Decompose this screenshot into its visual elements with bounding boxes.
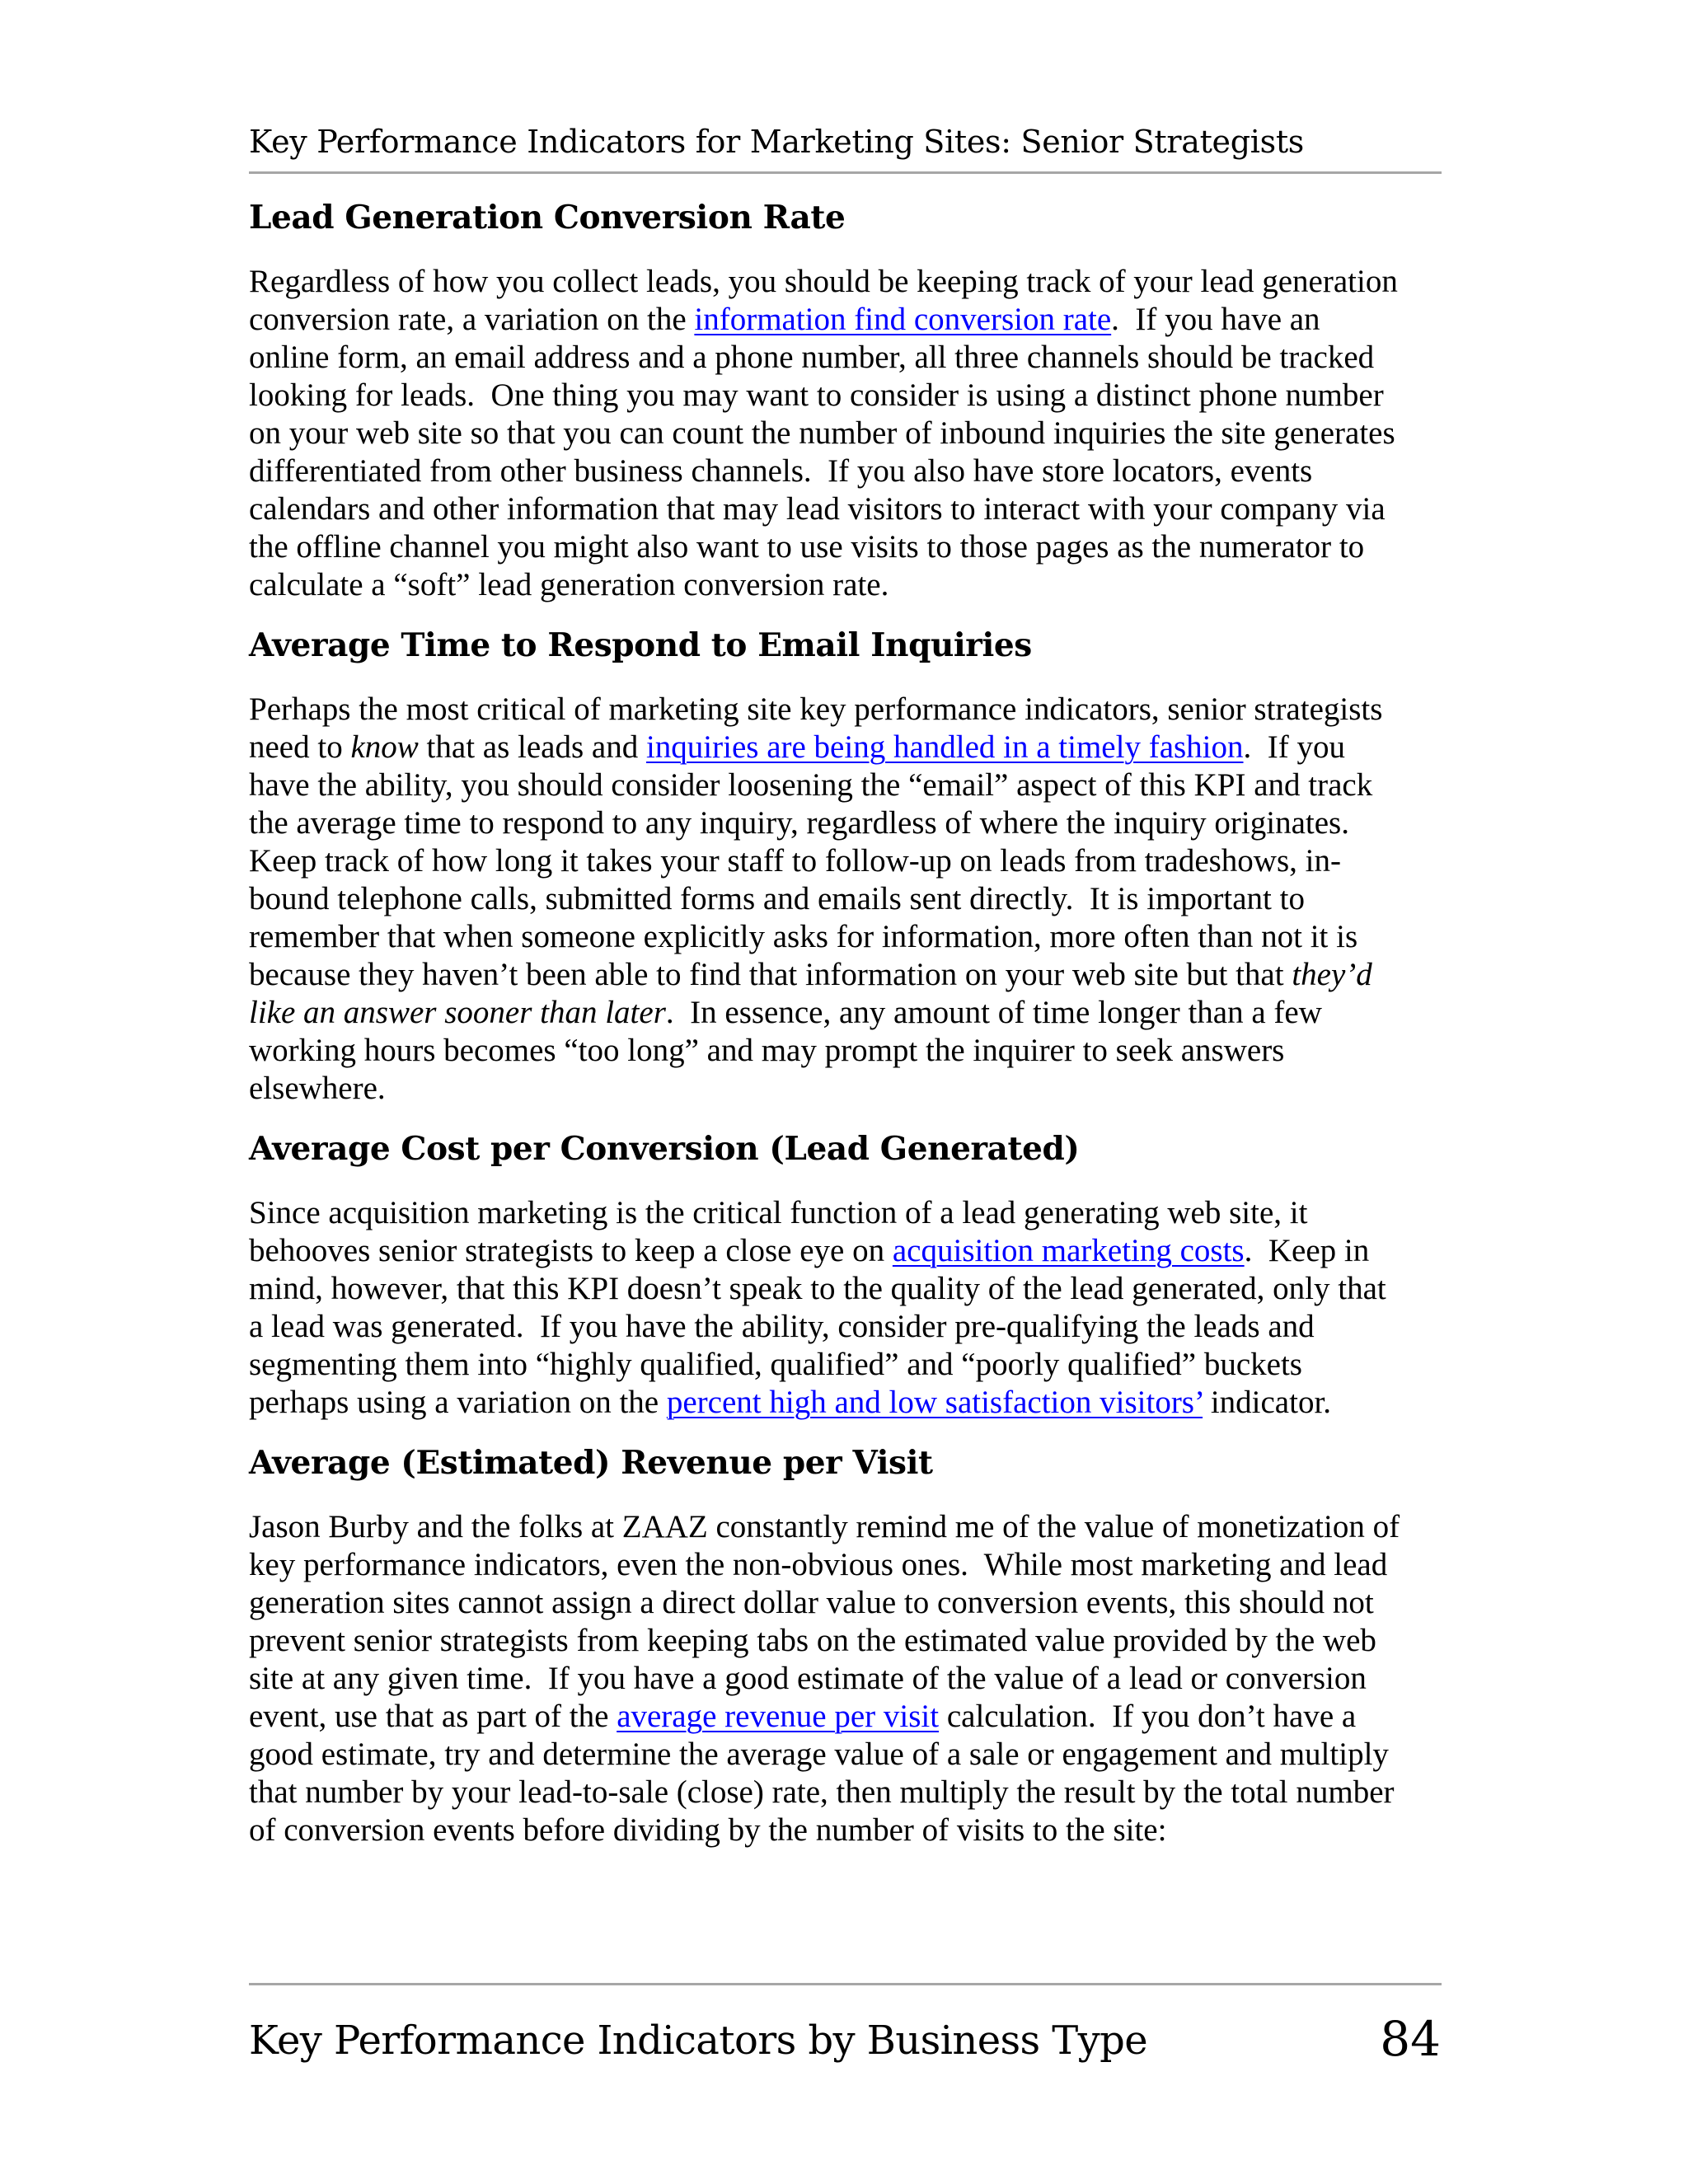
text-run: looking for leads. One thing you may want to consider is using a distinct phone number [249,377,1384,413]
text-run: behooves senior strategists to keep a close eye on [249,1233,893,1268]
emphasis-text: they’d [1292,957,1372,992]
inline-link[interactable]: percent high and low satisfaction visitors’ [666,1385,1203,1420]
text-run: calculation. If you don’t have a [939,1699,1357,1734]
section-average-cost-per-conversion [249,1126,1444,1422]
text-run: Since acquisition marketing is the critical function of a lead generating web site, it [249,1195,1308,1230]
text-run: good estimate, try and determine the average value of a sale or engagement and multiply [249,1736,1389,1772]
inline-link[interactable]: acquisition marketing costs [892,1233,1245,1268]
inline-link[interactable]: information find conversion rate [694,302,1112,337]
text-run: site at any given time. If you have a good estimate of the value of a lead or conversion [249,1661,1367,1696]
text-run: a lead was generated. If you have the ability, consider pre-qualifying the leads and [249,1309,1315,1344]
text-run: differentiated from other business channels. If you also have store locators, events [249,453,1313,489]
text-run: have the ability, you should consider loosening the “email” aspect of this KPI and track [249,767,1373,803]
inline-link[interactable]: inquiries are being handled in a timely fashion [645,729,1244,765]
emphasis-text: like an answer sooner than later [249,995,666,1030]
inline-link[interactable]: average revenue per visit [617,1699,940,1734]
text-run: the offline channel you might also want to use visits to those pages as the numerator to [249,529,1365,565]
text-run: perhaps using a variation on the [249,1385,667,1420]
text-run: elsewhere. [249,1071,386,1106]
text-run: conversion rate, a variation on the [249,302,695,337]
text-run: event, use that as part of the [249,1699,617,1734]
text-run: online form, an email address and a phone number, all three channels should be tracked [249,340,1375,375]
section-heading: Average (Estimated) Revenue per Visit [249,1444,933,1482]
text-run: segmenting them into “highly qualified, qualified” and “poorly qualified” buckets [249,1347,1302,1382]
header-divider [249,171,1442,174]
section-average-estimated-revenue-per-visit [249,1440,1444,1849]
section-paragraph [249,1508,1444,1849]
text-run: bound telephone calls, submitted forms and emails sent directly. It is important to [249,881,1305,916]
section-lead-generation-conversion-rate [249,194,1444,604]
section-heading: Average Time to Respond to Email Inquiries [249,626,1032,664]
text-run: working hours becomes “too long” and may prompt the inquirer to seek answers [249,1033,1285,1068]
section-paragraph [249,263,1444,604]
section-paragraph [249,1194,1444,1422]
page-content [249,194,1444,1849]
text-run: that as leads and [418,729,646,765]
text-run: prevent senior strategists from keeping tabs on the estimated value provided by the web [249,1623,1376,1658]
text-run: mind, however, that this KPI doesn’t speak to the quality of the lead generated, only that [249,1271,1386,1306]
text-run: of conversion events before dividing by the number of visits to the site: [249,1812,1167,1848]
text-run: because they haven’t been able to find that information on your web site but that [249,957,1292,992]
text-run: the average time to respond to any inquiry, regardless of where the inquiry originates. [249,805,1349,841]
text-run: . If you [1243,729,1345,765]
footer-book-title: Key Performance Indicators by Business Type [249,2018,1148,2064]
text-run: need to [249,729,351,765]
text-run: remember that when someone explicitly asks for information, more often than not it is [249,919,1358,954]
text-run: Regardless of how you collect leads, you should be keeping track of your lead generation [249,264,1398,299]
text-run: Keep track of how long it takes your staff to follow-up on leads from tradeshows, in- [249,843,1341,879]
text-run: generation sites cannot assign a direct dollar value to conversion events, this should not [249,1585,1374,1620]
text-run: . Keep in [1244,1233,1370,1268]
text-run: . In essence, any amount of time longer than a few [665,995,1322,1030]
page-number: 84 [1380,2011,1441,2067]
text-run: key performance indicators, even the non-obvious ones. While most marketing and lead [249,1547,1388,1582]
emphasis-text: know [350,729,419,765]
section-average-time-to-respond [249,622,1444,1108]
text-run: Jason Burby and the folks at ZAAZ constantly remind me of the value of monetization of [249,1509,1400,1544]
section-heading: Lead Generation Conversion Rate [249,199,846,237]
text-run: calendars and other information that may lead visitors to interact with your company via [249,491,1386,527]
running-header: Key Performance Indicators for Marketing Sites: Senior Strategists [249,124,1304,160]
section-heading: Average Cost per Conversion (Lead Generated) [249,1130,1080,1168]
section-paragraph [249,691,1444,1108]
text-run: that number by your lead-to-sale (close) rate, then multiply the result by the total number [249,1774,1395,1810]
text-run: on your web site so that you can count the number of inbound inquiries the site generates [249,415,1395,451]
text-run: indicator. [1203,1385,1332,1420]
text-run: calculate a “soft” lead generation conversion rate. [249,567,889,602]
text-run: Perhaps the most critical of marketing site key performance indicators, senior strategists [249,691,1383,727]
footer-divider [249,1983,1442,1985]
text-run: . If you have an [1111,302,1320,337]
